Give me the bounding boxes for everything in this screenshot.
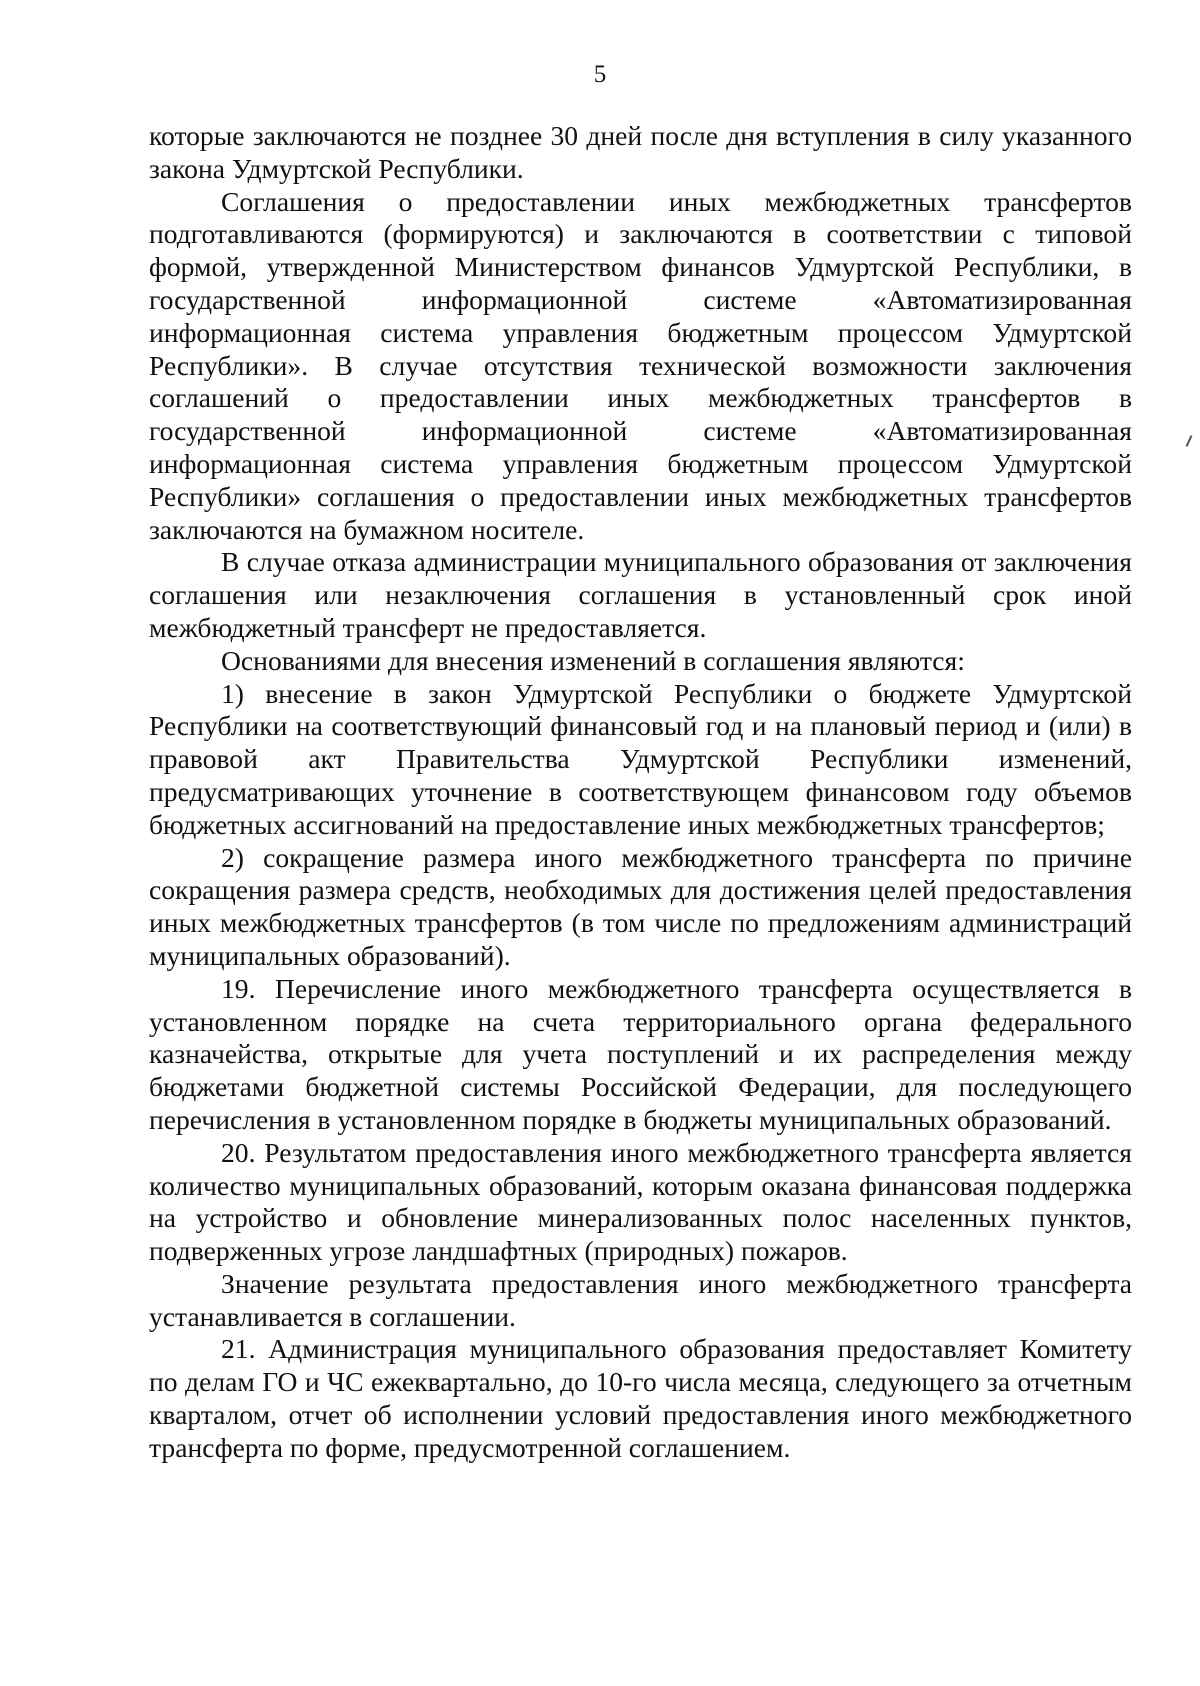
page-number: 5 [593,61,607,88]
document-body [149,120,1132,1465]
paragraph-clause-20: 20. Результатом предоставления иного межбюджетного трансферта является количество муниципальных образований, которым оказана финансовая поддержка на устройство и обновление минерализованных полос населенных пунктов, подверженных угрозе ландшафтных (природных) пожаров. [149,1136,1132,1267]
paragraph-ground-2: 2) сокращение размера иного межбюджетного трансферта по причине сокращения размера средств, необходимых для достижения целей предоставления иных межбюджетных трансфертов (в том числе по предложениям администраций муниципальных образований). [149,841,1132,971]
paragraph-grounds-heading: Основаниями для внесения изменений в соглашения являются: [221,644,965,676]
paragraph-refusal: В случае отказа администрации муниципального образования от заключения соглашения или незаключения соглашения в установленный срок иной межбюджетный трансферт не предоставляется. [149,546,1132,643]
paragraph-continuation: которые заключаются не позднее 30 дней после дня вступления в силу указанного закона Удмуртской Республики. [149,120,1132,184]
paragraph-clause-19: 19. Перечисление иного межбюджетного трансферта осуществляется в установленном порядке на счета территориального органа федерального казначейства, открытые для учета поступлений и их распределения между бюджетами бюджетной системы Российской Федерации, для последующего перечисления в установленном порядке в бюджеты муниципальных образований. [149,972,1132,1135]
scan-mark [1186,435,1193,447]
paragraph-clause-21: 21. Администрация муниципального образования предоставляет Комитету по делам ГО и ЧС ежеквартально, до 10-го числа месяца, следующего за отчетным кварталом, отчет об исполнении условий предоставления иного межбюджетного трансферта по форме, предусмотренной соглашением. [149,1333,1132,1463]
paragraph-result-value: Значение результата предоставления иного межбюджетного трансферта устанавливается в соглашении. [149,1267,1132,1332]
paragraph-agreements-gis: Соглашения о предоставлении иных межбюджетных трансфертов подготавливаются (формируются) и заключаются в соответствии с типовой формой, утвержденной Министерством финансов Удмуртской Республики, в государственной информационной системе «Автоматизированная информационная система управления бюджетным процессом Удмуртской Республики». В случае отсутствия технической возможности заключения соглашений о предоставлении иных межбюджетных трансфертов в государственной информационной системе «Автоматизированная информационная система управления бюджетным процессом Удмуртской Республики» соглашения о предоставлении иных межбюджетных трансфертов заключаются на бумажном носителе. [149,185,1132,545]
paragraph-ground-1: 1) внесение в закон Удмуртской Республики о бюджете Удмуртской Республики на соответствующий финансовый год и на плановый период и (или) в правовой акт Правительства Удмуртской Республики изменений, предусматривающих уточнение в соответствующем финансовом году объемов бюджетных ассигнований на предоставление иных межбюджетных трансфертов; [149,677,1132,840]
